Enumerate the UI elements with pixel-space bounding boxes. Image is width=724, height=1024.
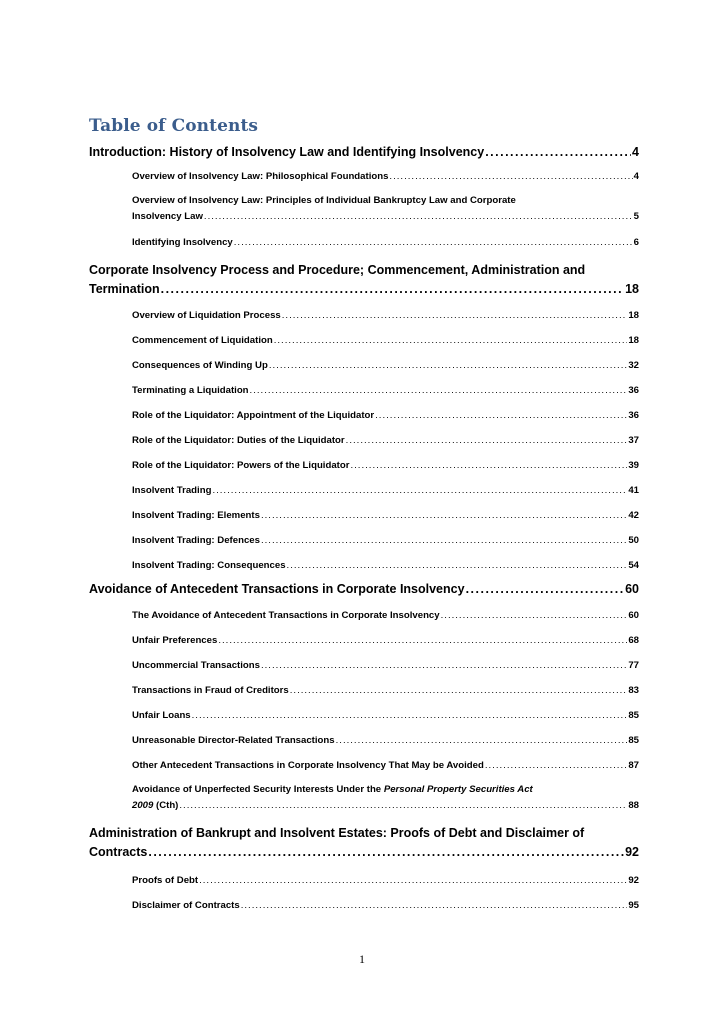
toc-entry-level2[interactable] <box>132 383 639 399</box>
toc-entry-page: 87 <box>628 760 639 771</box>
toc-title: Table of Contents <box>89 116 259 136</box>
toc-entry-text-line1: Corporate Insolvency Process and Procedure; Commencement, Administration and <box>89 263 586 277</box>
toc-entry-level2[interactable] <box>132 733 639 749</box>
toc-entry-level2[interactable] <box>132 458 639 474</box>
toc-entry-text-italic: Personal Property Securities Act <box>383 784 533 795</box>
toc-entry-text <box>132 798 178 814</box>
toc-entry-page: 36 <box>628 385 639 396</box>
dot-leader <box>466 580 625 599</box>
toc-entry-text: Unreasonable Director-Related Transactions <box>132 735 335 746</box>
toc-entry-text: Consequences of Winding Up <box>132 360 268 371</box>
dot-leader <box>261 508 627 524</box>
toc-entry-level2[interactable] <box>132 433 639 449</box>
toc-entry-page: 18 <box>628 310 639 321</box>
dot-leader <box>350 458 627 474</box>
toc-entry-level2[interactable] <box>132 169 639 185</box>
toc-entry-page: 92 <box>625 845 639 859</box>
dot-leader <box>485 758 627 774</box>
toc-entry-page: 41 <box>628 485 639 496</box>
dot-leader <box>148 843 624 862</box>
toc-entry-text: Overview of Insolvency Law: Philosophical Foundations <box>132 171 389 182</box>
toc-entry-page: 95 <box>628 900 639 911</box>
dot-leader <box>290 683 628 699</box>
dot-leader <box>261 658 627 674</box>
dot-leader <box>389 169 632 185</box>
page-number: 1 <box>359 952 365 966</box>
toc-entry-text: Role of the Liquidator: Appointment of the Liquidator <box>132 410 375 421</box>
toc-entry-page: 32 <box>628 360 639 371</box>
toc-entry-page: 92 <box>628 875 639 886</box>
dot-leader <box>261 533 627 549</box>
dot-leader <box>269 358 628 374</box>
toc-entry-text-plain: Avoidance of Unperfected Security Interests Under the <box>132 784 384 795</box>
toc-entry-page: 6 <box>633 237 639 248</box>
toc-entry-text: Insolvency Law <box>132 211 203 222</box>
toc-entry-level2[interactable] <box>132 758 639 774</box>
toc-entry-page: 88 <box>628 800 639 811</box>
toc-entry-text: Other Antecedent Transactions in Corporate Insolvency That May be Avoided <box>132 760 484 771</box>
toc-entry-level2[interactable] <box>132 483 639 499</box>
dot-leader <box>192 708 628 724</box>
toc-entry-page: 4 <box>632 145 639 159</box>
toc-entry-level2[interactable] <box>132 633 639 649</box>
toc-entry-text: The Avoidance of Antecedent Transactions in Corporate Insolvency <box>132 610 440 621</box>
toc-entry-text: Role of the Liquidator: Duties of the Liquidator <box>132 435 345 446</box>
toc-entry-page: 83 <box>628 685 639 696</box>
toc-entry-text: Uncommercial Transactions <box>132 660 260 671</box>
toc-entry-page: 4 <box>633 171 639 182</box>
dot-leader <box>179 798 627 814</box>
toc-entry-text-line1: Administration of Bankrupt and Insolvent Estates: Proofs of Debt and Disclaimer of <box>89 826 585 840</box>
toc-entry-level2[interactable] <box>132 408 639 424</box>
toc-entry-text: Unfair Preferences <box>132 635 218 646</box>
toc-entry-text: Avoidance of Antecedent Transactions in Corporate Insolvency <box>89 582 465 596</box>
toc-entry-level2[interactable] <box>132 558 639 574</box>
toc-entry-level2[interactable] <box>132 658 639 674</box>
toc-entry-text: Role of the Liquidator: Powers of the Liquidator <box>132 460 350 471</box>
toc-entry-level2[interactable] <box>132 333 639 349</box>
dot-leader <box>336 733 628 749</box>
dot-leader <box>241 898 628 914</box>
dot-leader <box>161 280 624 299</box>
toc-entry-page: 85 <box>628 735 639 746</box>
dot-leader <box>346 433 628 449</box>
toc-entry-level1[interactable] <box>89 261 639 299</box>
toc-entry-page: 68 <box>628 635 639 646</box>
toc-entry-page: 42 <box>628 510 639 521</box>
toc-entry-text: Identifying Insolvency <box>132 237 233 248</box>
toc-entry-text-line1 <box>132 782 639 798</box>
toc-entry-text: Termination <box>89 282 160 296</box>
toc-entry-level2[interactable] <box>132 533 639 549</box>
toc-entry-text-italic: 2009 <box>132 800 154 811</box>
toc-entry-page: 18 <box>628 335 639 346</box>
toc-entry-text: Insolvent Trading: Elements <box>132 510 260 521</box>
toc-entry-level2[interactable] <box>132 508 639 524</box>
toc-entry-page: 36 <box>628 410 639 421</box>
toc-entry-level2[interactable] <box>132 708 639 724</box>
toc-entry-level2[interactable] <box>132 782 639 814</box>
toc-entry-page: 77 <box>628 660 639 671</box>
toc-entry-text: Disclaimer of Contracts <box>132 900 240 911</box>
toc-entry-page: 39 <box>628 460 639 471</box>
toc-entry-level1[interactable] <box>89 824 639 862</box>
dot-leader <box>218 633 627 649</box>
toc-entry-page: 5 <box>633 211 639 222</box>
toc-entry-page: 50 <box>628 535 639 546</box>
toc-entry-page: 60 <box>625 582 639 596</box>
toc-entry-text-line1: Overview of Insolvency Law: Principles of Individual Bankruptcy Law and Corporate <box>132 195 516 206</box>
toc-entry-text: Commencement of Liquidation <box>132 335 273 346</box>
dot-leader <box>375 408 627 424</box>
toc-entry-text: Terminating a Liquidation <box>132 385 249 396</box>
toc-entry-page: 37 <box>628 435 639 446</box>
toc-entry-level2[interactable] <box>132 358 639 374</box>
toc-entry-level2[interactable] <box>132 608 639 624</box>
dot-leader <box>441 608 628 624</box>
toc-entry-page: 60 <box>628 610 639 621</box>
toc-entry-text: Proofs of Debt <box>132 875 199 886</box>
dot-leader <box>485 143 631 162</box>
dot-leader <box>234 235 633 251</box>
toc-entry-text: Introduction: History of Insolvency Law and Identifying Insolvency <box>89 145 485 159</box>
dot-leader <box>212 483 627 499</box>
toc-entry-page: 85 <box>628 710 639 721</box>
dot-leader <box>204 209 633 225</box>
toc-entry-level2[interactable] <box>132 683 639 699</box>
dot-leader <box>199 873 627 889</box>
toc-entry-text: Overview of Liquidation Process <box>132 310 281 321</box>
toc-entry-text: Transactions in Fraud of Creditors <box>132 685 289 696</box>
toc-entry-level2[interactable] <box>132 308 639 324</box>
toc-entry-level2[interactable] <box>132 193 639 225</box>
toc-entry-level2[interactable] <box>132 235 639 251</box>
toc-entry-level2[interactable] <box>132 898 639 914</box>
toc-entry-text: Insolvent Trading <box>132 485 212 496</box>
toc-entry-text: Insolvent Trading: Defences <box>132 535 260 546</box>
dot-leader <box>250 383 628 399</box>
toc-entry-page: 18 <box>625 282 639 296</box>
toc-entry-level1[interactable] <box>89 143 639 162</box>
dot-leader <box>282 308 628 324</box>
dot-leader <box>287 558 628 574</box>
toc-entry-page: 54 <box>628 560 639 571</box>
toc-entry-level1[interactable] <box>89 580 639 599</box>
dot-leader <box>274 333 628 349</box>
toc-entry-text-plain: (Cth) <box>153 800 179 811</box>
toc-entry-text: Unfair Loans <box>132 710 191 721</box>
toc-entry-text: Contracts <box>89 845 148 859</box>
toc-entry-level2[interactable] <box>132 873 639 889</box>
toc-entry-text: Insolvent Trading: Consequences <box>132 560 286 571</box>
